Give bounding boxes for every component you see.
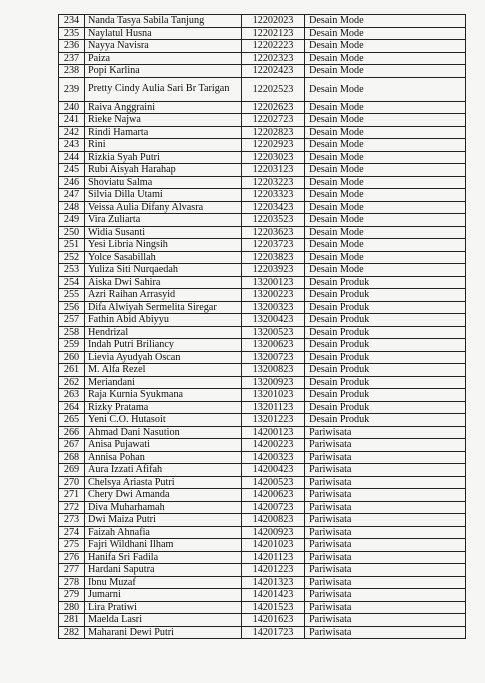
study-program-cell: Desain Mode [305,251,466,264]
study-program-cell: Desain Produk [305,401,466,414]
table-row [59,564,466,577]
study-program-cell: Pariwisata [305,626,466,639]
student-name-cell: Hendrizal [85,326,242,339]
student-id-cell: 13201023 [242,389,305,402]
student-id-cell: 12202223 [242,40,305,53]
row-number-cell: 252 [59,251,85,264]
row-number-cell: 272 [59,501,85,514]
row-number-cell: 255 [59,289,85,302]
student-name-cell: Indah Putri Briliancy [85,339,242,352]
row-number-cell: 234 [59,15,85,28]
study-program-cell: Pariwisata [305,539,466,552]
study-program-cell: Desain Produk [305,301,466,314]
row-number-cell: 235 [59,27,85,40]
row-number-cell: 239 [59,77,85,101]
student-id-cell: 12202823 [242,126,305,139]
student-id-cell: 12202523 [242,77,305,101]
table-row [59,351,466,364]
row-number-cell: 236 [59,40,85,53]
table-row [59,489,466,502]
study-program-cell: Desain Mode [305,101,466,114]
student-id-cell: 13201123 [242,401,305,414]
student-id-cell: 12203223 [242,176,305,189]
study-program-cell: Desain Produk [305,351,466,364]
student-id-cell: 14201523 [242,601,305,614]
row-number-cell: 282 [59,626,85,639]
row-number-cell: 257 [59,314,85,327]
table-row [59,164,466,177]
study-program-cell: Desain Mode [305,214,466,227]
row-number-cell: 246 [59,176,85,189]
student-id-cell: 14200823 [242,514,305,527]
row-number-cell: 279 [59,589,85,602]
table-row [59,151,466,164]
student-id-cell: 12203823 [242,251,305,264]
table-row [59,276,466,289]
student-name-cell: Raja Kurnia Syukmana [85,389,242,402]
student-name-cell: Aiska Dwi Sahira [85,276,242,289]
row-number-cell: 256 [59,301,85,314]
row-number-cell: 281 [59,614,85,627]
table-row [59,77,466,101]
study-program-cell: Desain Mode [305,139,466,152]
student-id-cell: 13200623 [242,339,305,352]
study-program-cell: Desain Mode [305,164,466,177]
table-row [59,339,466,352]
study-program-cell: Pariwisata [305,601,466,614]
study-program-cell: Desain Mode [305,176,466,189]
table-row [59,501,466,514]
student-name-cell: Popi Karlina [85,65,242,78]
student-name-cell: Veissa Aulia Difany Alvasra [85,201,242,214]
study-program-cell: Pariwisata [305,551,466,564]
student-id-cell: 13200223 [242,289,305,302]
student-id-cell: 12203423 [242,201,305,214]
study-program-cell: Desain Produk [305,389,466,402]
table-row [59,239,466,252]
student-name-cell: Azri Raihan Arrasyid [85,289,242,302]
student-name-cell: Silvia Dilla Utami [85,189,242,202]
study-program-cell: Desain Mode [305,126,466,139]
student-name-cell: Fajri Wildhani Ilham [85,539,242,552]
student-name-cell: Faizah Ahnafia [85,526,242,539]
student-id-cell: 14201223 [242,564,305,577]
student-name-cell: Pretty Cindy Aulia Sari Br Tarigan [85,77,242,101]
study-program-cell: Desain Mode [305,52,466,65]
study-program-cell: Desain Mode [305,151,466,164]
row-number-cell: 250 [59,226,85,239]
study-program-cell: Pariwisata [305,526,466,539]
study-program-cell: Pariwisata [305,451,466,464]
student-name-cell: Dwi Maiza Putri [85,514,242,527]
study-program-cell: Desain Mode [305,264,466,277]
row-number-cell: 268 [59,451,85,464]
study-program-cell: Pariwisata [305,426,466,439]
study-program-cell: Desain Mode [305,226,466,239]
table-row [59,314,466,327]
table-row [59,214,466,227]
table-row [59,301,466,314]
student-id-cell: 14201623 [242,614,305,627]
student-id-cell: 12203923 [242,264,305,277]
row-number-cell: 274 [59,526,85,539]
row-number-cell: 273 [59,514,85,527]
row-number-cell: 276 [59,551,85,564]
student-name-cell: Yolce Sasabillah [85,251,242,264]
table-row [59,401,466,414]
student-name-cell: Nayya Navisra [85,40,242,53]
student-name-cell: Yuliza Siti Nurqaedah [85,264,242,277]
student-id-cell: 12203523 [242,214,305,227]
table-row [59,226,466,239]
row-number-cell: 267 [59,439,85,452]
table-row [59,526,466,539]
table-row [59,40,466,53]
table-row [59,101,466,114]
student-name-cell: Jumarni [85,589,242,602]
table-row [59,439,466,452]
student-id-cell: 14200923 [242,526,305,539]
student-id-cell: 13200123 [242,276,305,289]
row-number-cell: 237 [59,52,85,65]
student-name-cell: Maharani Dewi Putri [85,626,242,639]
student-name-cell: Rizkia Syah Putri [85,151,242,164]
student-id-cell: 13200523 [242,326,305,339]
student-name-cell: Difa Alwiyah Sermelita Siregar [85,301,242,314]
row-number-cell: 249 [59,214,85,227]
student-id-cell: 12203623 [242,226,305,239]
table-row [59,126,466,139]
student-id-cell: 12203023 [242,151,305,164]
student-name-cell: Rini [85,139,242,152]
study-program-cell: Desain Produk [305,276,466,289]
table-row [59,576,466,589]
table-row [59,27,466,40]
student-name-cell: Hardani Saputra [85,564,242,577]
student-id-cell: 13201223 [242,414,305,427]
student-name-cell: Shoviatu Salma [85,176,242,189]
table-row [59,251,466,264]
student-name-cell: Chelsya Ariasta Putri [85,476,242,489]
student-name-cell: Meriandani [85,376,242,389]
row-number-cell: 260 [59,351,85,364]
row-number-cell: 258 [59,326,85,339]
table-row [59,176,466,189]
table-row [59,601,466,614]
row-number-cell: 271 [59,489,85,502]
study-program-cell: Pariwisata [305,564,466,577]
student-id-cell: 12202723 [242,114,305,127]
study-program-cell: Desain Produk [305,414,466,427]
student-id-cell: 12202423 [242,65,305,78]
row-number-cell: 241 [59,114,85,127]
row-number-cell: 243 [59,139,85,152]
table-row [59,451,466,464]
table-row [59,626,466,639]
row-number-cell: 242 [59,126,85,139]
row-number-cell: 238 [59,65,85,78]
student-name-cell: Yesi Libria Ningsih [85,239,242,252]
row-number-cell: 251 [59,239,85,252]
student-name-cell: Nanda Tasya Sabila Tanjung [85,15,242,28]
row-number-cell: 248 [59,201,85,214]
table-row [59,614,466,627]
table-row [59,589,466,602]
study-program-cell: Desain Mode [305,65,466,78]
student-id-cell: 13200823 [242,364,305,377]
student-id-cell: 13200723 [242,351,305,364]
study-program-cell: Desain Produk [305,314,466,327]
table-row [59,476,466,489]
study-program-cell: Pariwisata [305,514,466,527]
study-program-cell: Pariwisata [305,501,466,514]
row-number-cell: 278 [59,576,85,589]
student-id-cell: 13200423 [242,314,305,327]
study-program-cell: Desain Produk [305,289,466,302]
student-name-cell: Widia Susanti [85,226,242,239]
student-id-cell: 12203123 [242,164,305,177]
row-number-cell: 263 [59,389,85,402]
student-name-cell: Naylatul Husna [85,27,242,40]
row-number-cell: 266 [59,426,85,439]
study-program-cell: Desain Mode [305,239,466,252]
row-number-cell: 247 [59,189,85,202]
table-row [59,464,466,477]
student-id-cell: 12202123 [242,27,305,40]
student-id-cell: 12202923 [242,139,305,152]
row-number-cell: 264 [59,401,85,414]
student-id-cell: 12203323 [242,189,305,202]
student-name-cell: Lira Pratiwi [85,601,242,614]
student-name-cell: Vira Zuliarta [85,214,242,227]
student-name-cell: Annisa Pohan [85,451,242,464]
student-id-cell: 12202623 [242,101,305,114]
row-number-cell: 269 [59,464,85,477]
row-number-cell: 275 [59,539,85,552]
table-row [59,539,466,552]
study-program-cell: Desain Produk [305,376,466,389]
row-number-cell: 259 [59,339,85,352]
student-id-cell: 13200923 [242,376,305,389]
student-id-cell: 14201023 [242,539,305,552]
table-row [59,551,466,564]
student-id-cell: 12202023 [242,15,305,28]
table-row [59,376,466,389]
study-program-cell: Pariwisata [305,489,466,502]
study-program-cell: Pariwisata [305,614,466,627]
student-id-cell: 12203723 [242,239,305,252]
student-id-cell: 14200223 [242,439,305,452]
student-name-cell: Paiza [85,52,242,65]
student-name-cell: Anisa Pujawati [85,439,242,452]
student-name-cell: Raiva Anggraini [85,101,242,114]
student-id-cell: 14200523 [242,476,305,489]
student-name-cell: M. Alfa Rezel [85,364,242,377]
study-program-cell: Pariwisata [305,439,466,452]
student-name-cell: Rizky Pratama [85,401,242,414]
table-row [59,264,466,277]
student-name-cell: Ahmad Dani Nasution [85,426,242,439]
table-row [59,201,466,214]
student-id-cell: 14201123 [242,551,305,564]
student-list-body [59,15,466,639]
table-row [59,389,466,402]
student-id-cell: 14200623 [242,489,305,502]
table-row [59,15,466,28]
row-number-cell: 262 [59,376,85,389]
study-program-cell: Pariwisata [305,576,466,589]
student-name-cell: Rubi Aisyah Harahap [85,164,242,177]
row-number-cell: 254 [59,276,85,289]
table-row [59,426,466,439]
student-id-cell: 14200123 [242,426,305,439]
study-program-cell: Desain Mode [305,27,466,40]
student-name-cell: Fathin Abid Abiyyu [85,314,242,327]
row-number-cell: 245 [59,164,85,177]
row-number-cell: 270 [59,476,85,489]
study-program-cell: Pariwisata [305,464,466,477]
study-program-cell: Desain Mode [305,189,466,202]
student-id-cell: 14201423 [242,589,305,602]
student-name-cell: Aura Izzati Afifah [85,464,242,477]
table-row [59,364,466,377]
table-row [59,289,466,302]
row-number-cell: 240 [59,101,85,114]
student-id-cell: 14200423 [242,464,305,477]
student-name-cell: Yeni C.O. Hutasoit [85,414,242,427]
table-row [59,189,466,202]
student-list-table [58,14,466,639]
table-row [59,65,466,78]
table-row [59,326,466,339]
study-program-cell: Desain Mode [305,201,466,214]
study-program-cell: Desain Mode [305,77,466,101]
row-number-cell: 261 [59,364,85,377]
table-row [59,114,466,127]
study-program-cell: Pariwisata [305,589,466,602]
student-id-cell: 14200323 [242,451,305,464]
study-program-cell: Desain Mode [305,40,466,53]
student-name-cell: Rieke Najwa [85,114,242,127]
study-program-cell: Desain Mode [305,114,466,127]
student-name-cell: Lievia Ayudyah Oscan [85,351,242,364]
study-program-cell: Pariwisata [305,476,466,489]
study-program-cell: Desain Produk [305,326,466,339]
student-name-cell: Ibnu Muzaf [85,576,242,589]
student-id-cell: 14201723 [242,626,305,639]
row-number-cell: 277 [59,564,85,577]
row-number-cell: 253 [59,264,85,277]
row-number-cell: 244 [59,151,85,164]
student-name-cell: Hanifa Sri Fadila [85,551,242,564]
row-number-cell: 265 [59,414,85,427]
student-name-cell: Rindi Hamarta [85,126,242,139]
student-id-cell: 13200323 [242,301,305,314]
student-id-cell: 14200723 [242,501,305,514]
study-program-cell: Desain Produk [305,339,466,352]
table-row [59,414,466,427]
table-row [59,514,466,527]
student-name-cell: Diva Muharhamah [85,501,242,514]
student-id-cell: 14201323 [242,576,305,589]
study-program-cell: Desain Produk [305,364,466,377]
student-id-cell: 12202323 [242,52,305,65]
table-row [59,52,466,65]
table-row [59,139,466,152]
study-program-cell: Desain Mode [305,15,466,28]
student-name-cell: Maelda Lasri [85,614,242,627]
row-number-cell: 280 [59,601,85,614]
student-name-cell: Chery Dwi Amanda [85,489,242,502]
